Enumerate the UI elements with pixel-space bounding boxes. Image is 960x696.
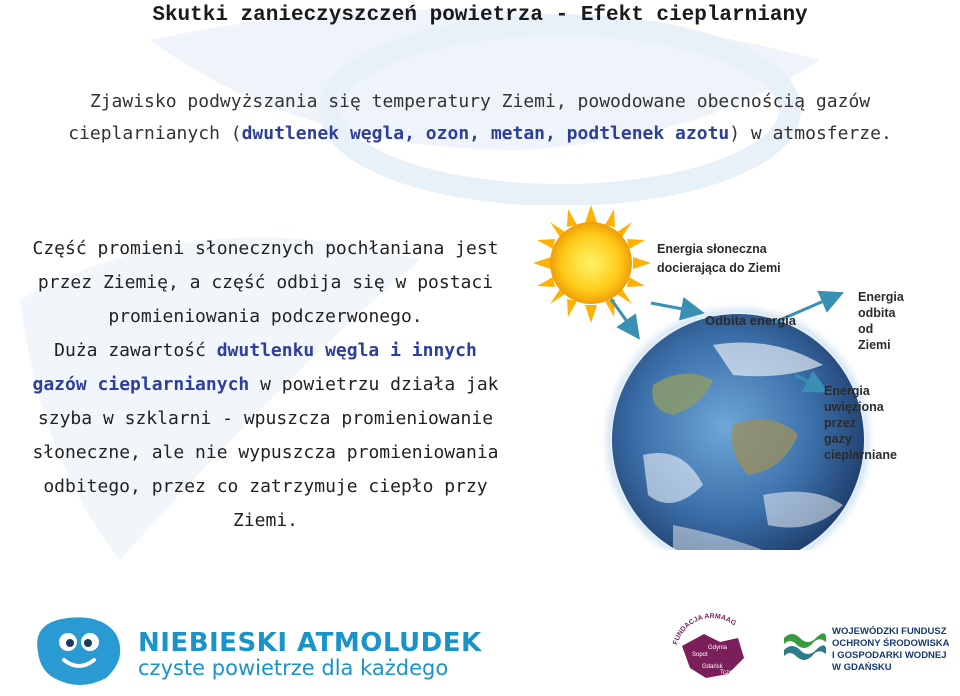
wfos-logo-icon	[780, 624, 828, 672]
label-earth-reflected-2: odbita	[858, 306, 896, 320]
label-incoming-2: docierająca do Ziemi	[657, 261, 781, 275]
armaag-logo-icon	[662, 604, 762, 694]
label-earth-reflected-3: od	[858, 322, 874, 336]
body-text-1: Część promieni słonecznych pochłaniana jest przez Ziemię, a część odbija się w postaci promieniowania podczerwonego.	[32, 238, 499, 327]
wfos-name	[832, 626, 960, 674]
wfos-line-4: W GDAŃSKU	[832, 662, 892, 673]
map-label-tczew: Tczew	[720, 670, 737, 676]
intro-paragraph	[40, 86, 920, 150]
wfos-line-3: I GOSPODARKI WODNEJ	[832, 650, 947, 661]
atmoludek-logo-icon	[32, 612, 128, 688]
body-text-3: i	[379, 340, 412, 361]
label-incoming-1: Energia słoneczna	[657, 242, 767, 256]
armaag-arc-text: FUNDACJA ARMAAG	[672, 612, 738, 646]
intro-gases: dwutlenek węgla, ozon, metan, podtlenek azotu	[241, 123, 730, 144]
label-trapped-5: cieplarniane	[824, 448, 897, 462]
map-label-sopot: Sopot	[692, 652, 708, 658]
label-earth-reflected-1: Energia	[858, 290, 904, 304]
intro-text-2: ) w atmosferze.	[729, 123, 892, 144]
map-label-gdansk: Gdańsk	[702, 664, 723, 670]
label-trapped-1: Energia	[824, 384, 870, 398]
label-earth-reflected-4: Ziemi	[858, 338, 891, 352]
body-text-2: Duża zawartość	[54, 340, 217, 361]
wfos-line-2: OCHRONY ŚRODOWISKA	[832, 638, 950, 649]
body-paragraph	[28, 232, 503, 538]
brand-name: NIEBIESKI ATMOLUDEK	[138, 628, 482, 658]
label-trapped-3: przez	[824, 416, 856, 430]
greenhouse-diagram	[533, 205, 924, 550]
body-text-4: w powietrzu działa jak szyba w szklarni - wpuszcza promieniowanie słoneczne, ale nie wypuszcza promieniowania odbitego, przez co zatrzymuje ciepło przy Ziemi.	[32, 374, 499, 531]
map-label-gdynia: Gdynia	[708, 645, 728, 651]
body-highlight-gases: innych gazów cieplarnianych	[32, 340, 477, 395]
page-title: Skutki zanieczyszczeń powietrza - Efekt cieplarniany	[152, 4, 808, 27]
sun-icon	[533, 205, 651, 323]
label-reflected: Odbita energia	[705, 313, 797, 328]
intro-text-1: Zjawisko podwyższania się temperatury Ziemi, powodowane obecnością gazów cieplarnianych (	[68, 91, 871, 144]
label-trapped-2: uwięziona	[824, 400, 884, 414]
brand-tagline: czyste powietrze dla każdego	[138, 656, 449, 680]
wfos-line-1: WOJEWÓDZKI FUNDUSZ	[832, 626, 947, 637]
body-highlight-co2: dwutlenku węgla	[216, 340, 380, 361]
label-trapped-4: gazy	[824, 432, 852, 446]
